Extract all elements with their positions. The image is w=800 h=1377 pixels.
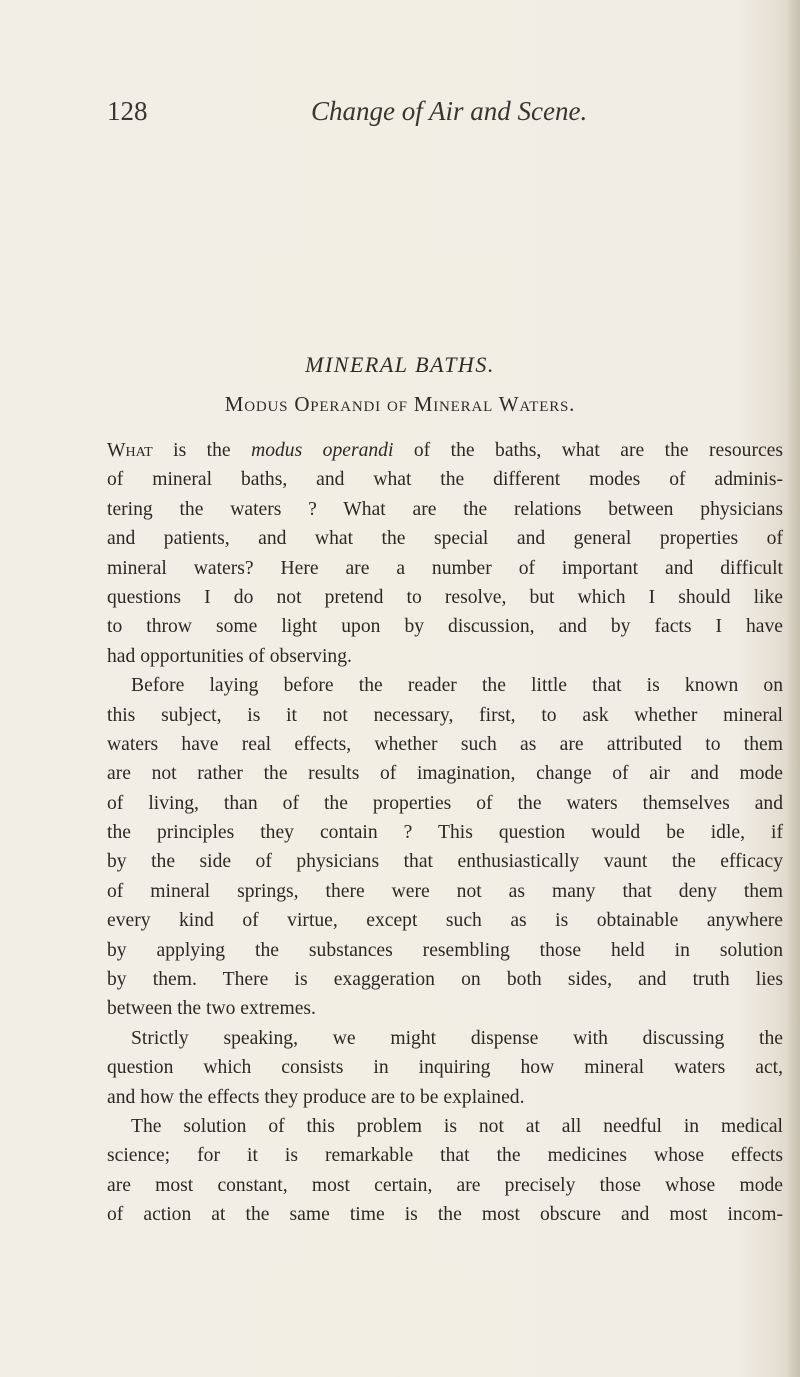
section-heading: MINERAL BATHS.	[305, 352, 495, 377]
text-line: of mineral baths, and what the different modes of adminis-	[107, 469, 783, 491]
page-edge-shadow	[786, 0, 800, 1377]
text-line	[107, 436, 783, 465]
paragraph-4	[107, 1112, 783, 1230]
text-line: had opportunities of observing.	[107, 645, 352, 667]
paragraph-3	[107, 1024, 783, 1112]
text-line: by applying the substances resembling those held in solution	[107, 939, 783, 961]
text-line: and how the effects they produce are to be explained.	[107, 1086, 525, 1108]
text-line: the principles they contain ? This question would be idle, if	[107, 822, 783, 844]
text-run: of the baths, what are the resources	[393, 440, 783, 461]
text-line: of action at the same time is the most obscure and most incom-	[107, 1204, 783, 1226]
text-line: questions I do not pretend to resolve, but which I should like	[107, 586, 783, 608]
text-line: Before laying before the reader the little that is known on	[131, 675, 783, 697]
lead-word: What	[107, 440, 153, 461]
section-subheading: Modus Operandi of Mineral Waters.	[224, 392, 576, 416]
body-text	[107, 436, 783, 1230]
paragraph-1	[107, 436, 783, 671]
text-line: every kind of virtue, except such as is obtainable anywhere	[107, 910, 783, 932]
text-line: of mineral springs, there were not as many that deny them	[107, 880, 783, 902]
text-run: is the	[152, 440, 252, 461]
text-line: this subject, is it not necessary, first, to ask whether mineral	[107, 704, 783, 726]
text-line: question which consists in inquiring how mineral waters act,	[107, 1057, 783, 1079]
text-line: mineral waters? Here are a number of important and difficult	[107, 557, 783, 579]
page-number: 128	[107, 96, 148, 126]
text-line: waters have real effects, whether such as are attributed to them	[107, 733, 783, 755]
text-line: The solution of this problem is not at all needful in medical	[131, 1115, 783, 1137]
text-line: by the side of physicians that enthusiastically vaunt the efficacy	[107, 851, 783, 873]
italic-phrase: modus operandi	[251, 440, 394, 461]
running-head	[0, 96, 800, 136]
text-line: are not rather the results of imagination, change of air and mode	[107, 763, 783, 785]
text-line: between the two extremes.	[107, 998, 316, 1020]
text-line: to throw some light upon by discussion, and by facts I have	[107, 616, 783, 638]
text-line: by them. There is exaggeration on both sides, and truth lies	[107, 969, 783, 991]
running-title: Change of Air and Scene.	[311, 96, 588, 126]
text-line: tering the waters ? What are the relations between physicians	[107, 498, 783, 520]
text-line: of living, than of the properties of the waters themselves and	[107, 792, 783, 814]
paragraph-2	[107, 671, 783, 1024]
text-line: are most constant, most certain, are precisely those whose mode	[107, 1174, 783, 1196]
text-line: and patients, and what the special and general properties of	[107, 528, 783, 550]
text-line: science; for it is remarkable that the medicines whose effects	[107, 1145, 783, 1167]
text-line: Strictly speaking, we might dispense with discussing the	[131, 1027, 783, 1049]
